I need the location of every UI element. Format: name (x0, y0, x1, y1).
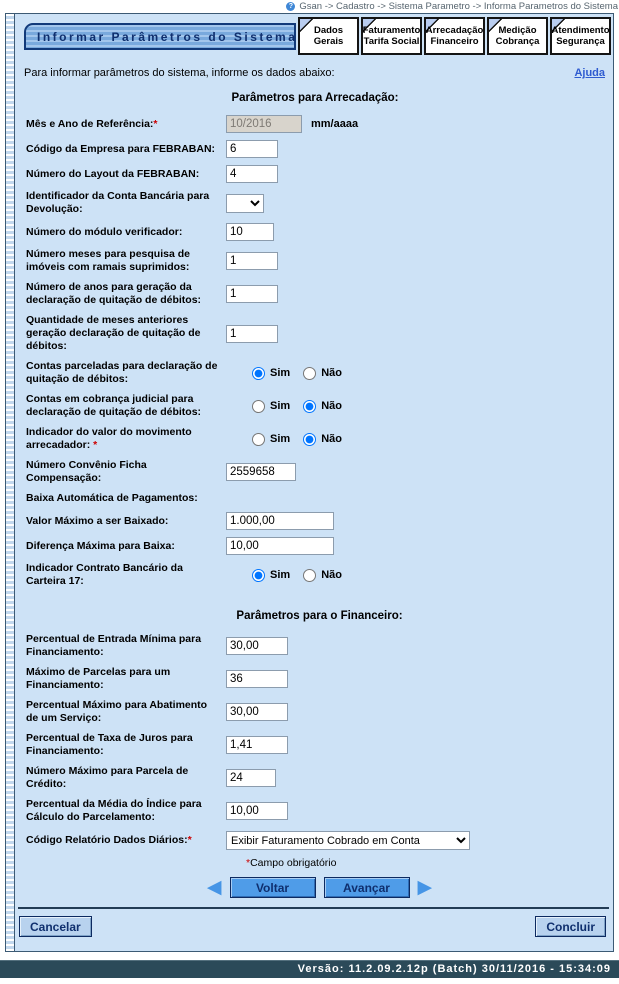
diferenca-maxima-label: Diferença Máxima para Baixa: (26, 539, 175, 552)
codigo-relatorio-select[interactable] (226, 831, 470, 850)
identificador-conta-label: Identificador da Conta Bancária para Devolução: (26, 190, 210, 215)
indicador-movimento-nao-radio[interactable] (303, 433, 316, 446)
indicador-movimento-label: Indicador do valor do movimento arrecadador: (26, 426, 192, 451)
wizard-nav (26, 877, 613, 898)
perc-juros-label: Percentual de Taxa de Juros para Financiamento: (26, 732, 193, 757)
meses-anteriores-input[interactable] (226, 325, 278, 343)
valor-maximo-label: Valor Máximo a ser Baixado: (26, 514, 169, 527)
version-footer: Versão: 11.2.09.2.12p (Batch) 30/11/2016 - 15:34:09 (0, 960, 619, 978)
instruction-text: Para informar parâmetros do sistema, informe os dados abaixo: (24, 67, 335, 79)
field-row-perc-juros (26, 732, 613, 758)
contas-judicial-sim-radio[interactable] (252, 400, 265, 413)
left-stripe-decoration (6, 14, 15, 951)
required-field-note: *Campo obrigatório (246, 857, 337, 869)
contas-judicial-label: Contas em cobrança judicial para declaração de quitação de débitos: (26, 393, 202, 418)
page-title-bar (24, 23, 296, 50)
contas-parceladas-label: Contas parceladas para declaração de quitação de débitos: (26, 360, 218, 385)
nao-label: Não (321, 367, 342, 379)
contas-parceladas-sim-radio[interactable] (252, 367, 265, 380)
perc-juros-input[interactable] (226, 736, 288, 754)
codigo-empresa-label: Código da Empresa para FEBRABAN: (26, 142, 216, 155)
avancar-button[interactable]: Avançar (324, 877, 410, 898)
help-link[interactable]: Ajuda (574, 67, 605, 79)
field-row-valor-maximo (26, 512, 613, 530)
field-row-indicador-movimento (26, 426, 613, 452)
mes-ano-format-hint: mm/aaaa (311, 118, 359, 130)
anos-geracao-input[interactable] (226, 285, 278, 303)
cancelar-button[interactable]: Cancelar (19, 916, 92, 937)
field-row-modulo-verificador (26, 223, 613, 241)
numero-convenio-label: Número Convênio Ficha Compensação: (26, 459, 147, 484)
field-row-identificador-conta (26, 190, 613, 216)
sim-label: Sim (270, 367, 291, 379)
field-row-codigo-empresa (26, 140, 613, 158)
numero-layout-input[interactable] (226, 165, 278, 183)
sim-label: Sim (270, 569, 291, 581)
field-row-perc-media-indice (26, 798, 613, 824)
tab-dados-gerais[interactable]: Dados Gerais (298, 17, 359, 55)
perc-entrada-input[interactable] (226, 637, 288, 655)
main-panel (5, 13, 614, 952)
required-marker: * (187, 834, 192, 846)
field-row-anos-geracao (26, 281, 613, 307)
help-globe-icon: ? (286, 2, 295, 11)
tab-atendimento-seguranca[interactable]: Atendimento Segurança (550, 17, 611, 55)
nao-label: Não (321, 400, 342, 412)
mes-ano-label: Mês e Ano de Referência: (26, 117, 154, 130)
next-arrow-icon[interactable]: ▶ (417, 876, 433, 898)
perc-abatimento-label: Percentual Máximo para Abatimento de um Serviço: (26, 699, 208, 724)
field-row-numero-layout (26, 165, 613, 183)
required-marker: * (93, 439, 98, 451)
perc-entrada-label: Percentual de Entrada Mínima para Financiamento: (26, 633, 202, 658)
field-row-baixa-automatica (26, 492, 613, 505)
perc-abatimento-input[interactable] (226, 703, 288, 721)
required-marker: * (153, 117, 158, 130)
header (17, 14, 613, 60)
contas-parceladas-nao-radio[interactable] (303, 367, 316, 380)
modulo-verificador-label: Número do módulo verificador: (26, 225, 183, 238)
sim-label: Sim (270, 433, 291, 445)
sim-label: Sim (270, 400, 291, 412)
concluir-button[interactable]: Concluir (535, 916, 606, 937)
field-row-max-parcelas (26, 666, 613, 692)
tab-strip (296, 17, 611, 55)
max-parcelas-input[interactable] (226, 670, 288, 688)
field-row-numero-convenio (26, 459, 613, 485)
anos-geracao-label: Número de anos para geração da declaração de quitação de débitos: (26, 281, 202, 306)
field-row-perc-entrada (26, 633, 613, 659)
codigo-relatorio-label: Código Relatório Dados Diários: (26, 834, 188, 846)
field-row-meses-anteriores (26, 314, 613, 353)
bottom-actions (17, 909, 613, 937)
indicador-movimento-sim-radio[interactable] (252, 433, 265, 446)
max-parcelas-label: Máximo de Parcelas para um Financiamento: (26, 666, 171, 691)
field-row-diferenca-maxima (26, 537, 613, 555)
meses-anteriores-label: Quantidade de meses anteriores geração declaração de quitação de débitos: (26, 314, 201, 352)
diferenca-maxima-input[interactable] (226, 537, 334, 555)
contrato-carteira17-label: Indicador Contrato Bancário da Carteira 17: (26, 562, 183, 587)
field-row-perc-abatimento (26, 699, 613, 725)
field-row-max-parcela-credito (26, 765, 613, 791)
parameters-form (17, 115, 613, 898)
valor-maximo-input[interactable] (226, 512, 334, 530)
section-title-arrecadacao: Parâmetros para Arrecadação: (231, 92, 399, 104)
contrato-carteira17-nao-radio[interactable] (303, 569, 316, 582)
contrato-carteira17-sim-radio[interactable] (252, 569, 265, 582)
tab-medicao-cobranca[interactable]: Medição Cobrança (487, 17, 548, 55)
field-row-mes-ano (26, 115, 613, 133)
page-title: Informar Parâmetros do Sistema (37, 29, 298, 44)
baixa-automatica-label: Baixa Automática de Pagamentos: (26, 492, 198, 504)
field-row-contrato-carteira17 (26, 562, 613, 588)
nao-label: Não (321, 569, 342, 581)
perc-media-indice-input[interactable] (226, 802, 288, 820)
modulo-verificador-input[interactable] (226, 223, 274, 241)
tab-faturamento-tarifa-social[interactable]: Faturamento Tarifa Social (361, 17, 422, 55)
nao-label: Não (321, 433, 342, 445)
breadcrumb-text: Gsan -> Cadastro -> Sistema Parametro -> Informa Parametros do Sistema (299, 1, 618, 12)
voltar-button[interactable]: Voltar (230, 877, 316, 898)
codigo-empresa-input[interactable] (226, 140, 278, 158)
max-parcela-credito-label: Número Máximo para Parcela de Crédito: (26, 765, 189, 790)
identificador-conta-select[interactable] (226, 194, 264, 213)
meses-pesquisa-label: Número meses para pesquisa de imóveis com ramais suprimidos: (26, 248, 190, 273)
meses-pesquisa-input[interactable] (226, 252, 278, 270)
prev-arrow-icon[interactable]: ◀ (206, 876, 222, 898)
breadcrumb (0, 0, 619, 13)
mes-ano-input[interactable] (226, 115, 302, 133)
section-title-financeiro: Parâmetros para o Financeiro: (236, 610, 403, 622)
field-row-contas-judicial (26, 393, 613, 419)
perc-media-indice-label: Percentual da Média do Índice para Cálculo do Parcelamento: (26, 798, 202, 823)
contas-judicial-nao-radio[interactable] (303, 400, 316, 413)
numero-layout-label: Número do Layout da FEBRABAN: (26, 167, 200, 180)
max-parcela-credito-input[interactable] (226, 769, 276, 787)
field-row-meses-pesquisa (26, 248, 613, 274)
field-row-contas-parceladas (26, 360, 613, 386)
field-row-codigo-relatorio (26, 831, 613, 850)
numero-convenio-input[interactable] (226, 463, 296, 481)
tab-arrecadacao-financeiro[interactable]: Arrecadação Financeiro (424, 17, 485, 55)
